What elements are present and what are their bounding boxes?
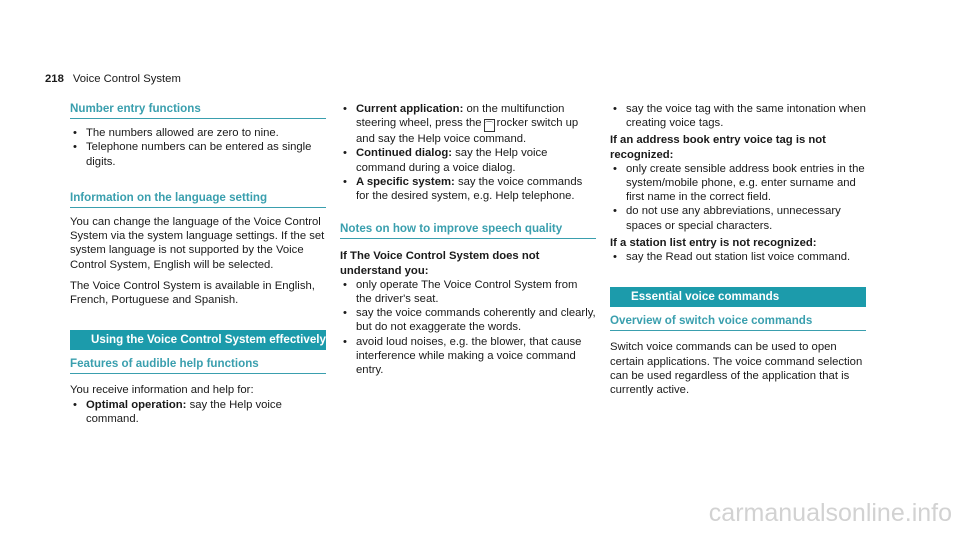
list-item	[340, 102, 596, 146]
section-heading-switch-commands: Overview of switch voice commands	[610, 314, 866, 331]
subheading-address-book: If an address book entry voice tag is not recognized:	[610, 134, 826, 161]
section-heading-speech-quality: Notes on how to improve speech quality	[340, 222, 596, 239]
section-heading-number-entry: Number entry functions	[70, 102, 326, 119]
item-text: say the voice commands for the desired system, e.g. Help telephone.	[356, 175, 583, 203]
running-title: Voice Control System	[72, 73, 181, 85]
item-text: on the multifunction steering wheel, press the	[356, 103, 565, 130]
item-label: A specific system:	[356, 175, 455, 188]
banner-using-effectively: Using the Voice Control System effectively	[70, 330, 326, 350]
item-text: rocker switch up and say the Help voice command.	[356, 117, 579, 146]
item-label: Current application:	[356, 103, 464, 115]
section-heading-audible-help: Features of audible help functions	[70, 357, 326, 374]
list-item	[70, 398, 326, 426]
column-middle	[340, 102, 596, 377]
list-item	[340, 175, 596, 203]
voice-tag-list	[610, 102, 866, 130]
station-list	[610, 250, 866, 264]
list-item: • Telephone numbers can be entered as single digits.	[70, 140, 326, 168]
list-item: • do not use any abbreviations, unnecessary spaces or special characters.	[610, 204, 866, 232]
list-item: • avoid loud noises, e.g. the blower, that cause interference while making a voice command entry.	[340, 335, 596, 378]
list-item: • only create sensible address book entries in the system/mobile phone, e.g. enter surname and first name in the correct field.	[610, 162, 866, 205]
column-left	[70, 102, 326, 426]
section-heading-language: Information on the language setting	[70, 191, 326, 208]
item-label: Continued dialog:	[356, 147, 453, 160]
column-right	[610, 102, 866, 397]
address-book-list	[610, 162, 866, 233]
paragraph-switch: Switch voice commands can be used to open certain applications. The voice command selection can be used regardless of the application that is currently active.	[610, 341, 863, 397]
rocker-switch-icon: ⌒	[485, 121, 494, 131]
page-number: 218	[45, 73, 64, 85]
list-item: • say the voice commands coherently and clearly, but do not exaggerate the words.	[340, 306, 596, 334]
item-text: say the Help voice command during a voice dialog.	[356, 147, 548, 174]
paragraph-language-2: The Voice Control System is available in English, French, Portuguese and Spanish.	[70, 279, 315, 307]
paragraph-audible: You receive information and help for:	[70, 384, 254, 397]
list-item: • say the Read out station list voice command.	[610, 250, 866, 264]
paragraph-language-1: You can change the language of the Voice Control System via the system language settings. If the set system language is not supported by the Voice Control System, English will be selected.	[70, 216, 325, 271]
number-entry-list	[70, 126, 326, 169]
watermark-text: carmanualsonline.info	[708, 499, 952, 527]
list-item: • The numbers allowed are zero to nine.	[70, 126, 326, 140]
list-item: • only operate The Voice Control System from the driver's seat.	[340, 278, 596, 306]
page-header	[45, 72, 181, 86]
item-label: Optimal operation:	[86, 398, 187, 411]
speech-quality-list	[340, 278, 596, 377]
banner-essential-commands: Essential voice commands	[610, 287, 866, 307]
help-functions-list	[340, 102, 596, 203]
list-item	[340, 146, 596, 174]
subheading-station-list: If a station list entry is not recognized:	[610, 236, 817, 249]
item-text: say the Help voice command.	[86, 398, 282, 425]
audible-help-list	[70, 398, 326, 426]
list-item: • say the voice tag with the same intonation when creating voice tags.	[610, 102, 866, 130]
subheading-not-understood: If The Voice Control System does not understand you:	[340, 250, 540, 277]
